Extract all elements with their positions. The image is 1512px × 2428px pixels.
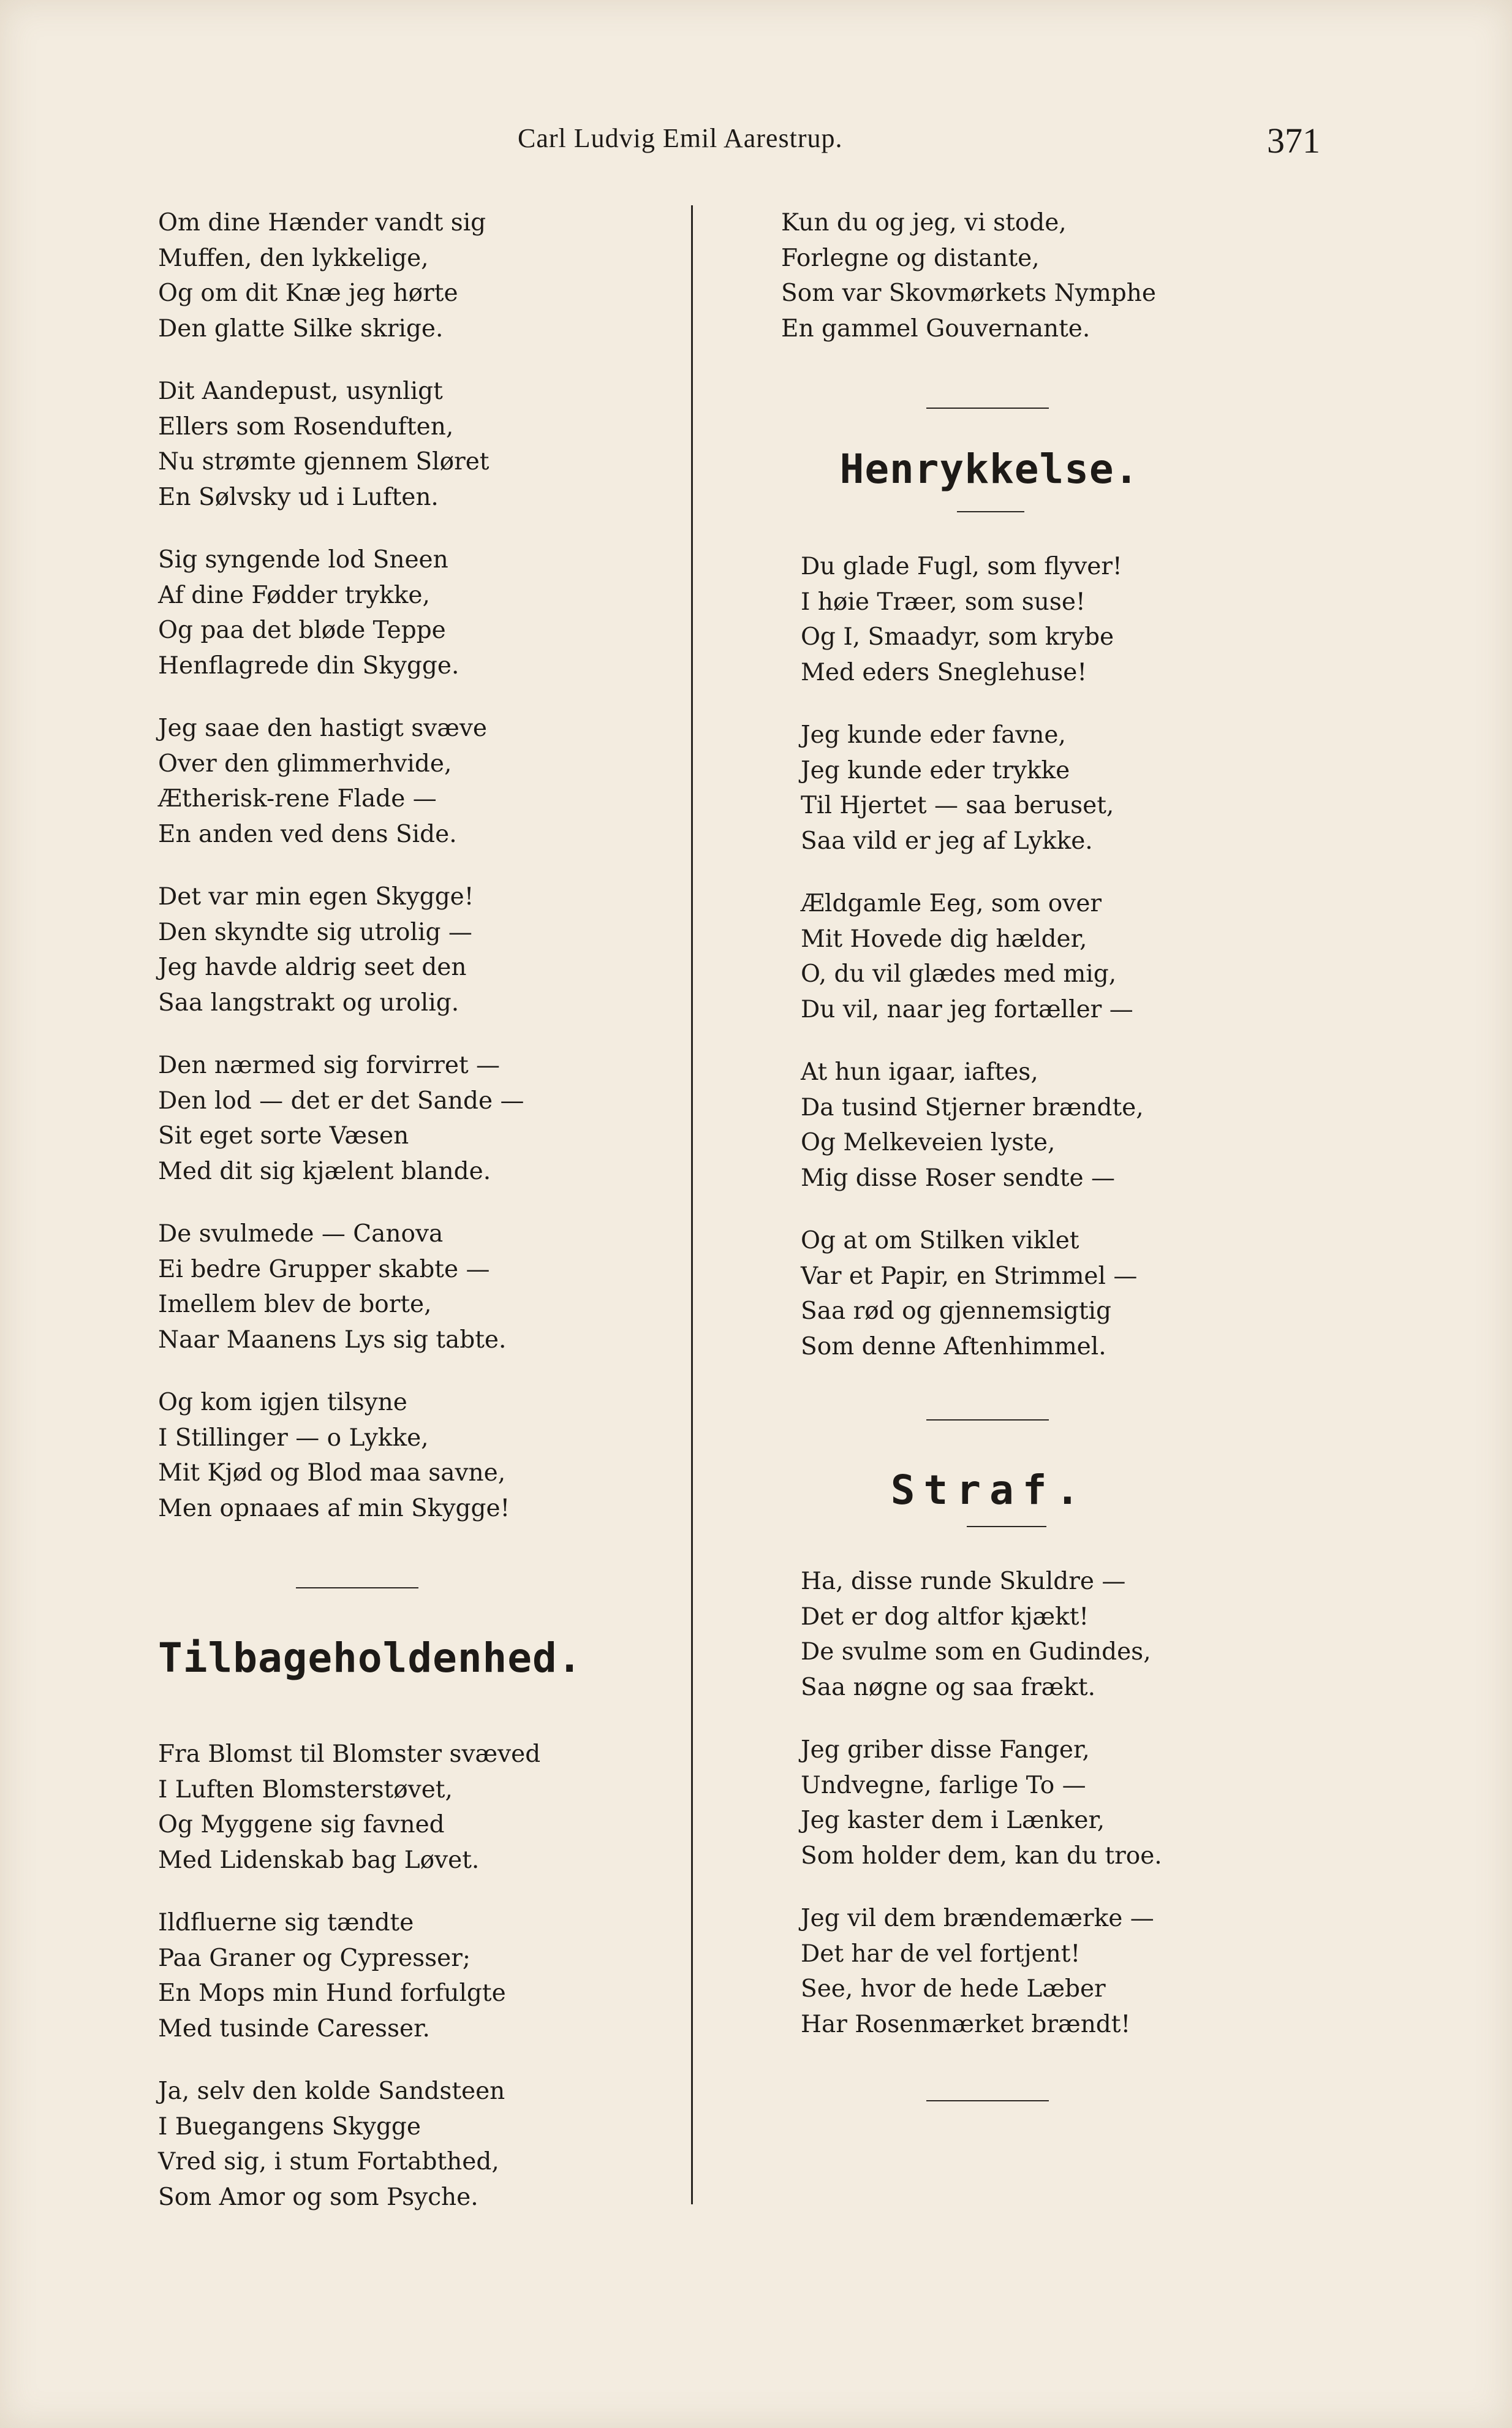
- stanza: [801, 1055, 1247, 1196]
- verse-line: Var et Papir, en Strimmel —: [801, 1262, 1138, 1290]
- verse-line: Saa nøgne og saa frækt.: [801, 1673, 1095, 1701]
- verse-line: En anden ved dens Side.: [158, 820, 457, 848]
- verse-line: Saa langstrakt og urolig.: [158, 988, 459, 1017]
- stanza: [158, 205, 673, 346]
- verse-line: Og paa det bløde Teppe: [158, 616, 446, 644]
- verse-line: Nu strømte gjennem Sløret: [158, 448, 490, 476]
- verse-line: Den nærmed sig forvirret —: [158, 1052, 501, 1079]
- stanza: [801, 1732, 1247, 1873]
- title-rule: [967, 1526, 1046, 1527]
- verse-line: Over den glimmerhvide,: [158, 749, 452, 778]
- verse-line: Har Rosenmærket brændt!: [801, 2010, 1131, 2038]
- verse-line: Dit Aandepust, usynligt: [158, 377, 443, 405]
- verse-line: Ældgamle Eeg, som over: [801, 890, 1102, 917]
- verse-line: Naar Maanens Lys sig tabte.: [158, 1326, 507, 1354]
- poem-title: Henrykkelse.: [839, 446, 1140, 493]
- verse-line: Du glade Fugl, som flyver!: [801, 553, 1122, 580]
- stanza: [801, 1564, 1247, 1705]
- verse-line: Muffen, den lykkelige,: [158, 244, 429, 272]
- verse-line: Jeg kaster dem i Lænker,: [801, 1807, 1105, 1834]
- verse-line: Ei bedre Grupper skabte —: [158, 1255, 490, 1283]
- verse-line: Men opnaaes af min Skygge!: [158, 1494, 510, 1522]
- verse-line: Og Melkeveien lyste,: [801, 1129, 1056, 1156]
- stanza: [158, 374, 673, 515]
- verse-line: Mit Kjød og Blod maa savne,: [158, 1459, 506, 1487]
- poem-tilbageholdenhed: [158, 1634, 673, 2215]
- verse-line: Ildfluerne sig tændte: [158, 1909, 414, 1937]
- verse-line: Jeg griber disse Fanger,: [801, 1736, 1090, 1764]
- verse-line: Som Amor og som Psyche.: [158, 2183, 478, 2211]
- column-divider: [691, 205, 693, 2204]
- running-title: Carl Ludvig Emil Aarestrup.: [518, 123, 843, 153]
- poem-title: Straf.: [890, 1466, 1089, 1514]
- verse-line: Ha, disse runde Skuldre —: [801, 1568, 1126, 1595]
- verse-line: Henflagrede din Skygge.: [158, 651, 459, 680]
- poem-continued-right: [781, 205, 1247, 346]
- verse-line: I Stillinger — o Lykke,: [158, 1424, 429, 1452]
- verse-line: Som holder dem, kan du troe.: [801, 1842, 1162, 1870]
- verse-line: Det har de vel fortjent!: [801, 1940, 1081, 1968]
- section-rule: [926, 2100, 1049, 2101]
- stanza: [781, 205, 1247, 346]
- verse-line: Kun du og jeg, vi stode,: [781, 209, 1067, 237]
- verse-line: At hun igaar, iaftes,: [801, 1058, 1038, 1086]
- verse-line: Ja, selv den kolde Sandsteen: [158, 2077, 505, 2105]
- stanza: [801, 886, 1247, 1027]
- verse-line: Ætherisk-rene Flade —: [158, 785, 437, 813]
- verse-line: De svulmede — Canova: [158, 1220, 444, 1248]
- verse-line: O, du vil glædes med mig,: [801, 960, 1117, 988]
- stanza: [158, 1737, 673, 1878]
- stanza: [801, 718, 1247, 859]
- verse-line: Jeg kunde eder favne,: [801, 721, 1066, 749]
- stanza: [158, 879, 673, 1020]
- verse-line: Og at om Stilken viklet: [801, 1227, 1079, 1254]
- stanza: [158, 1905, 673, 2046]
- verse-line: Du vil, naar jeg fortæller —: [801, 995, 1133, 1023]
- page-number: 371: [1267, 121, 1320, 161]
- section-rule: [296, 1587, 418, 1588]
- verse-line: Jeg saae den hastigt svæve: [158, 715, 488, 742]
- verse-line: Jeg havde aldrig seet den: [158, 954, 467, 981]
- verse-line: Mit Hovede dig hælder,: [801, 925, 1087, 953]
- verse-line: Jeg kunde eder trykke: [801, 756, 1070, 784]
- verse-line: I Luften Blomsterstøvet,: [158, 1775, 453, 1804]
- verse-line: Og I, Smaadyr, som krybe: [801, 623, 1114, 651]
- verse-line: Da tusind Stjerner brændte,: [801, 1093, 1144, 1121]
- verse-line: Paa Graner og Cypresser;: [158, 1944, 471, 1972]
- verse-line: Forlegne og distante,: [781, 244, 1040, 272]
- stanza: [801, 1901, 1247, 2042]
- stanza: [158, 1048, 673, 1189]
- verse-line: See, hvor de hede Læber: [801, 1975, 1106, 2003]
- verse-line: Sig syngende lod Sneen: [158, 546, 448, 574]
- verse-line: Med Lidenskab bag Løvet.: [158, 1846, 480, 1874]
- verse-line: Mig disse Roser sendte —: [801, 1164, 1116, 1192]
- poem-title: Tilbageholdenhed.: [158, 1634, 583, 1682]
- verse-line: Med dit sig kjælent blande.: [158, 1157, 491, 1185]
- verse-line: En gammel Gouvernante.: [781, 314, 1091, 343]
- stanza: [158, 542, 673, 683]
- title-rule: [957, 511, 1024, 512]
- verse-line: Undvegne, farlige To —: [801, 1771, 1086, 1799]
- verse-line: En Sølvsky ud i Luften.: [158, 483, 439, 511]
- verse-line: Til Hjertet — saa beruset,: [801, 792, 1114, 819]
- verse-line: Vred sig, i stum Fortabthed,: [158, 2148, 499, 2176]
- stanza: [158, 711, 673, 852]
- section-rule: [926, 408, 1049, 409]
- verse-line: Ellers som Rosenduften,: [158, 412, 454, 441]
- right-column: [781, 205, 1247, 2101]
- verse-line: Og Myggene sig favned: [158, 1811, 445, 1838]
- verse-line: De svulme som en Gudindes,: [801, 1638, 1151, 1666]
- verse-line: Om dine Hænder vandt sig: [158, 209, 486, 237]
- verse-line: Saa rød og gjennemsigtig: [801, 1297, 1111, 1325]
- stanza: [801, 1223, 1247, 1364]
- verse-line: Med eders Sneglehuse!: [801, 658, 1087, 686]
- verse-line: Af dine Fødder trykke,: [158, 581, 430, 609]
- verse-line: Og om dit Knæ jeg hørte: [158, 279, 458, 307]
- verse-line: Imellem blev de borte,: [158, 1291, 432, 1318]
- verse-line: Den lod — det er det Sande —: [158, 1087, 524, 1115]
- stanza: [158, 2074, 673, 2215]
- poem-straf: [781, 1466, 1247, 2042]
- left-column: [158, 205, 673, 2215]
- verse-line: Som var Skovmørkets Nymphe: [781, 279, 1156, 307]
- verse-line: Den glatte Silke skrige.: [158, 314, 444, 343]
- verse-line: Fra Blomst til Blomster svæved: [158, 1740, 541, 1768]
- verse-line: En Mops min Hund forfulgte: [158, 1979, 506, 2007]
- poem-continued-left: [158, 205, 673, 1526]
- verse-line: Jeg vil dem brændemærke —: [801, 1905, 1154, 1932]
- verse-line: Som denne Aftenhimmel.: [801, 1332, 1106, 1360]
- verse-line: Sit eget sorte Væsen: [158, 1122, 409, 1150]
- verse-line: I Buegangens Skygge: [158, 2112, 421, 2141]
- verse-line: Og kom igjen tilsyne: [158, 1389, 407, 1416]
- section-rule: [926, 1419, 1049, 1421]
- verse-line: Det var min egen Skygge!: [158, 883, 474, 911]
- verse-line: Saa vild er jeg af Lykke.: [801, 827, 1093, 855]
- stanza: [158, 1385, 673, 1526]
- poem-henrykkelse: [781, 446, 1247, 1364]
- stanza: [801, 549, 1247, 690]
- verse-line: Det er dog altfor kjækt!: [801, 1603, 1089, 1631]
- verse-line: Den skyndte sig utrolig —: [158, 918, 472, 946]
- stanza: [158, 1216, 673, 1357]
- verse-line: Med tusinde Caresser.: [158, 2014, 430, 2043]
- verse-line: I høie Træer, som suse!: [801, 588, 1086, 616]
